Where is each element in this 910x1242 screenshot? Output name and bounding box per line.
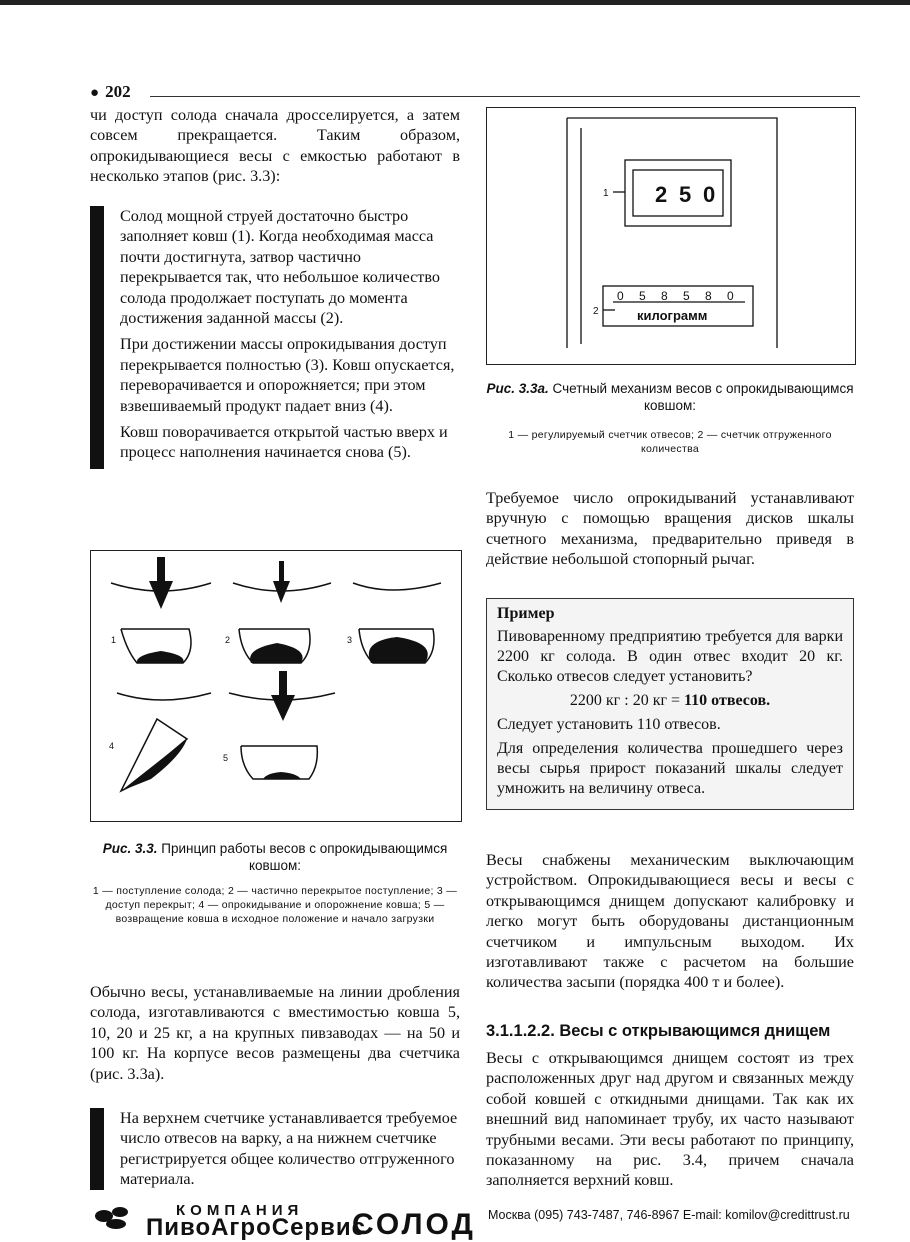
- step-5-text: Ковш поворачивается открытой частью вверх и процесс наполнения начинается снова (5).: [120, 423, 448, 462]
- page-number: ● 202: [90, 82, 131, 102]
- counter-mechanism-diagram: [487, 108, 855, 364]
- footer-brand: ПивоАгроСервис: [146, 1214, 366, 1241]
- example-note: Для определения количества прошедшего через весы сырья прирост показаний шкалы следует умножить на величину отвеса.: [497, 740, 843, 797]
- figure-3-3-caption-title: Рис. 3.3.: [102, 841, 158, 856]
- counter-2-digit-5: 8: [705, 289, 712, 303]
- footer-product: СОЛОД: [352, 1208, 476, 1241]
- right-para-2: Весы снабжены механическим выключающим устройством. Опрокидывающиеся весы и весы с открывающимся днищем допускают калибровку и легко могут быть оборудованы дистанционным счетчиком и импульсным выходом. Их изготавливают также с расчетом на большие количества засыпи (порядка 400 т и более).: [486, 851, 854, 992]
- example-calc-result: 110 отвесов.: [684, 692, 771, 709]
- footer-banner: [90, 1198, 860, 1241]
- section-heading: 3.1.1.2.2. Весы с открывающимся днищем: [486, 1022, 831, 1040]
- step-3-text: При достижении массы опрокидывания доступ перекрывается полностью (3). Ковш опускается, переворачивается и опорожняется; при этом взвешиваемый продукт падает вниз (4).: [120, 335, 455, 415]
- right-para-1: Требуемое число опрокидываний устанавливают вручную с помощью вращения дисков шкалы счетного механизма, предварительно приведя в действие небольшой стопорный рычаг.: [486, 489, 854, 569]
- example-answer: Следует установить 110 отвесов.: [497, 716, 721, 733]
- figure-3-3-legend: 1 — поступление солода; 2 — частично перекрытое поступление; 3 — доступ перекрыт; 4 — опрокидывание и опорожнение ковша; 5 — возвращение ковша в исходное положение и начало загрузки: [92, 885, 458, 925]
- top-border: [0, 0, 910, 5]
- example-title: Пример: [497, 605, 555, 622]
- figure-3-3: [90, 550, 462, 822]
- stage-label-4: 4: [109, 741, 115, 751]
- right-para-3: Весы с открывающимся днищем состоят из трех расположенных друг над другом и связанных между собой ковшей с откидными днищами. Так как их внешний вид напоминает трубу, их часто называют трубными весами. Эти весы работают по принципу, показанному на рис. 3.4, причем сначала заполняется верхний ковш.: [486, 1049, 854, 1190]
- figure-3-3a-caption-text: Счетный механизм весов с опрокидывающимся ковшом:: [552, 381, 854, 413]
- left-intro: чи доступ солода сначала дросселируется, а затем совсем прекращается. Таким образом, опрокидывающиеся весы с емкостью работают в несколько этапов (рис. 3.3):: [90, 106, 460, 186]
- counter-2-label: 2: [593, 306, 599, 317]
- counter-2-digit-1: 0: [617, 289, 624, 303]
- stage-label-3: 3: [347, 635, 353, 645]
- step-1-text: Солод мощной струей достаточно быстро заполняет ковш (1). Когда необходимая масса почти достигнута, затвор частично перекрывается так, что небольшое количество солода продолжает поступать до момента достижения заданной массы (2).: [120, 207, 440, 328]
- header-rule: [150, 96, 860, 97]
- counter-2-digit-4: 5: [683, 289, 690, 303]
- counter-2-digit-6: 0: [727, 289, 734, 303]
- example-task: Пивоваренному предприятию требуется для варки 2200 кг солода. В один отвес входит 20 кг. Сколько отвесов следует установить?: [497, 628, 843, 685]
- counter-1-digit-3: 0: [703, 182, 716, 207]
- left-para-2: Обычно весы, устанавливаемые на линии дробления солода, изготавливаются с вместимостью ковша 5, 10, 20 и 25 кг, а на крупных пивзаводах — на 50 и 100 кг. На корпусе весов размещены два счетчика (рис. 3.3а).: [90, 983, 460, 1083]
- counter-2-digit-2: 5: [639, 289, 646, 303]
- figure-3-3a-caption: [486, 380, 854, 414]
- footer-contact: Москва (095) 743-7487, 746-8967 E-mail: komilov@credittrust.ru: [488, 1208, 850, 1222]
- stage-label-2: 2: [225, 635, 231, 645]
- stage-label-1: 1: [111, 635, 117, 645]
- footer-company-label: КОМПАНИЯ: [176, 1202, 304, 1219]
- example-calculation: [497, 691, 843, 711]
- company-logo-icon: [90, 1200, 138, 1235]
- gate-arc-4: [117, 693, 211, 700]
- counter-1-digit-1: 2: [655, 182, 668, 207]
- example-box: [486, 598, 854, 810]
- example-calc-expression: 2200 кг : 20 кг =: [569, 692, 685, 709]
- figure-3-3-caption: [90, 840, 460, 874]
- figure-3-3a: [486, 107, 856, 365]
- counter-2-digit-3: 8: [661, 289, 668, 303]
- stage-label-5: 5: [223, 753, 229, 763]
- counter-1-label: 1: [603, 188, 609, 199]
- figure-3-3a-caption-title: Рис. 3.3а.: [486, 381, 549, 396]
- counter-note-box: На верхнем счетчике устанавливается требуемое число отвесов на варку, а на нижнем счетчике регистрируется общее количество отгруженного материала.: [90, 1108, 460, 1190]
- figure-3-3a-legend: 1 — регулируемый счетчик отвесов; 2 — счетчик отгруженного количества: [508, 429, 832, 455]
- counter-2-unit: килограмм: [637, 308, 708, 323]
- counter-1-digit-2: 5: [679, 182, 692, 207]
- process-steps-box: [90, 206, 460, 469]
- gate-arc-3: [353, 583, 441, 590]
- tipping-bucket-diagram: [91, 551, 461, 821]
- figure-3-3-caption-text: Принцип работы весов с опрокидывающимся ковшом:: [161, 841, 448, 873]
- page-header: [90, 82, 860, 102]
